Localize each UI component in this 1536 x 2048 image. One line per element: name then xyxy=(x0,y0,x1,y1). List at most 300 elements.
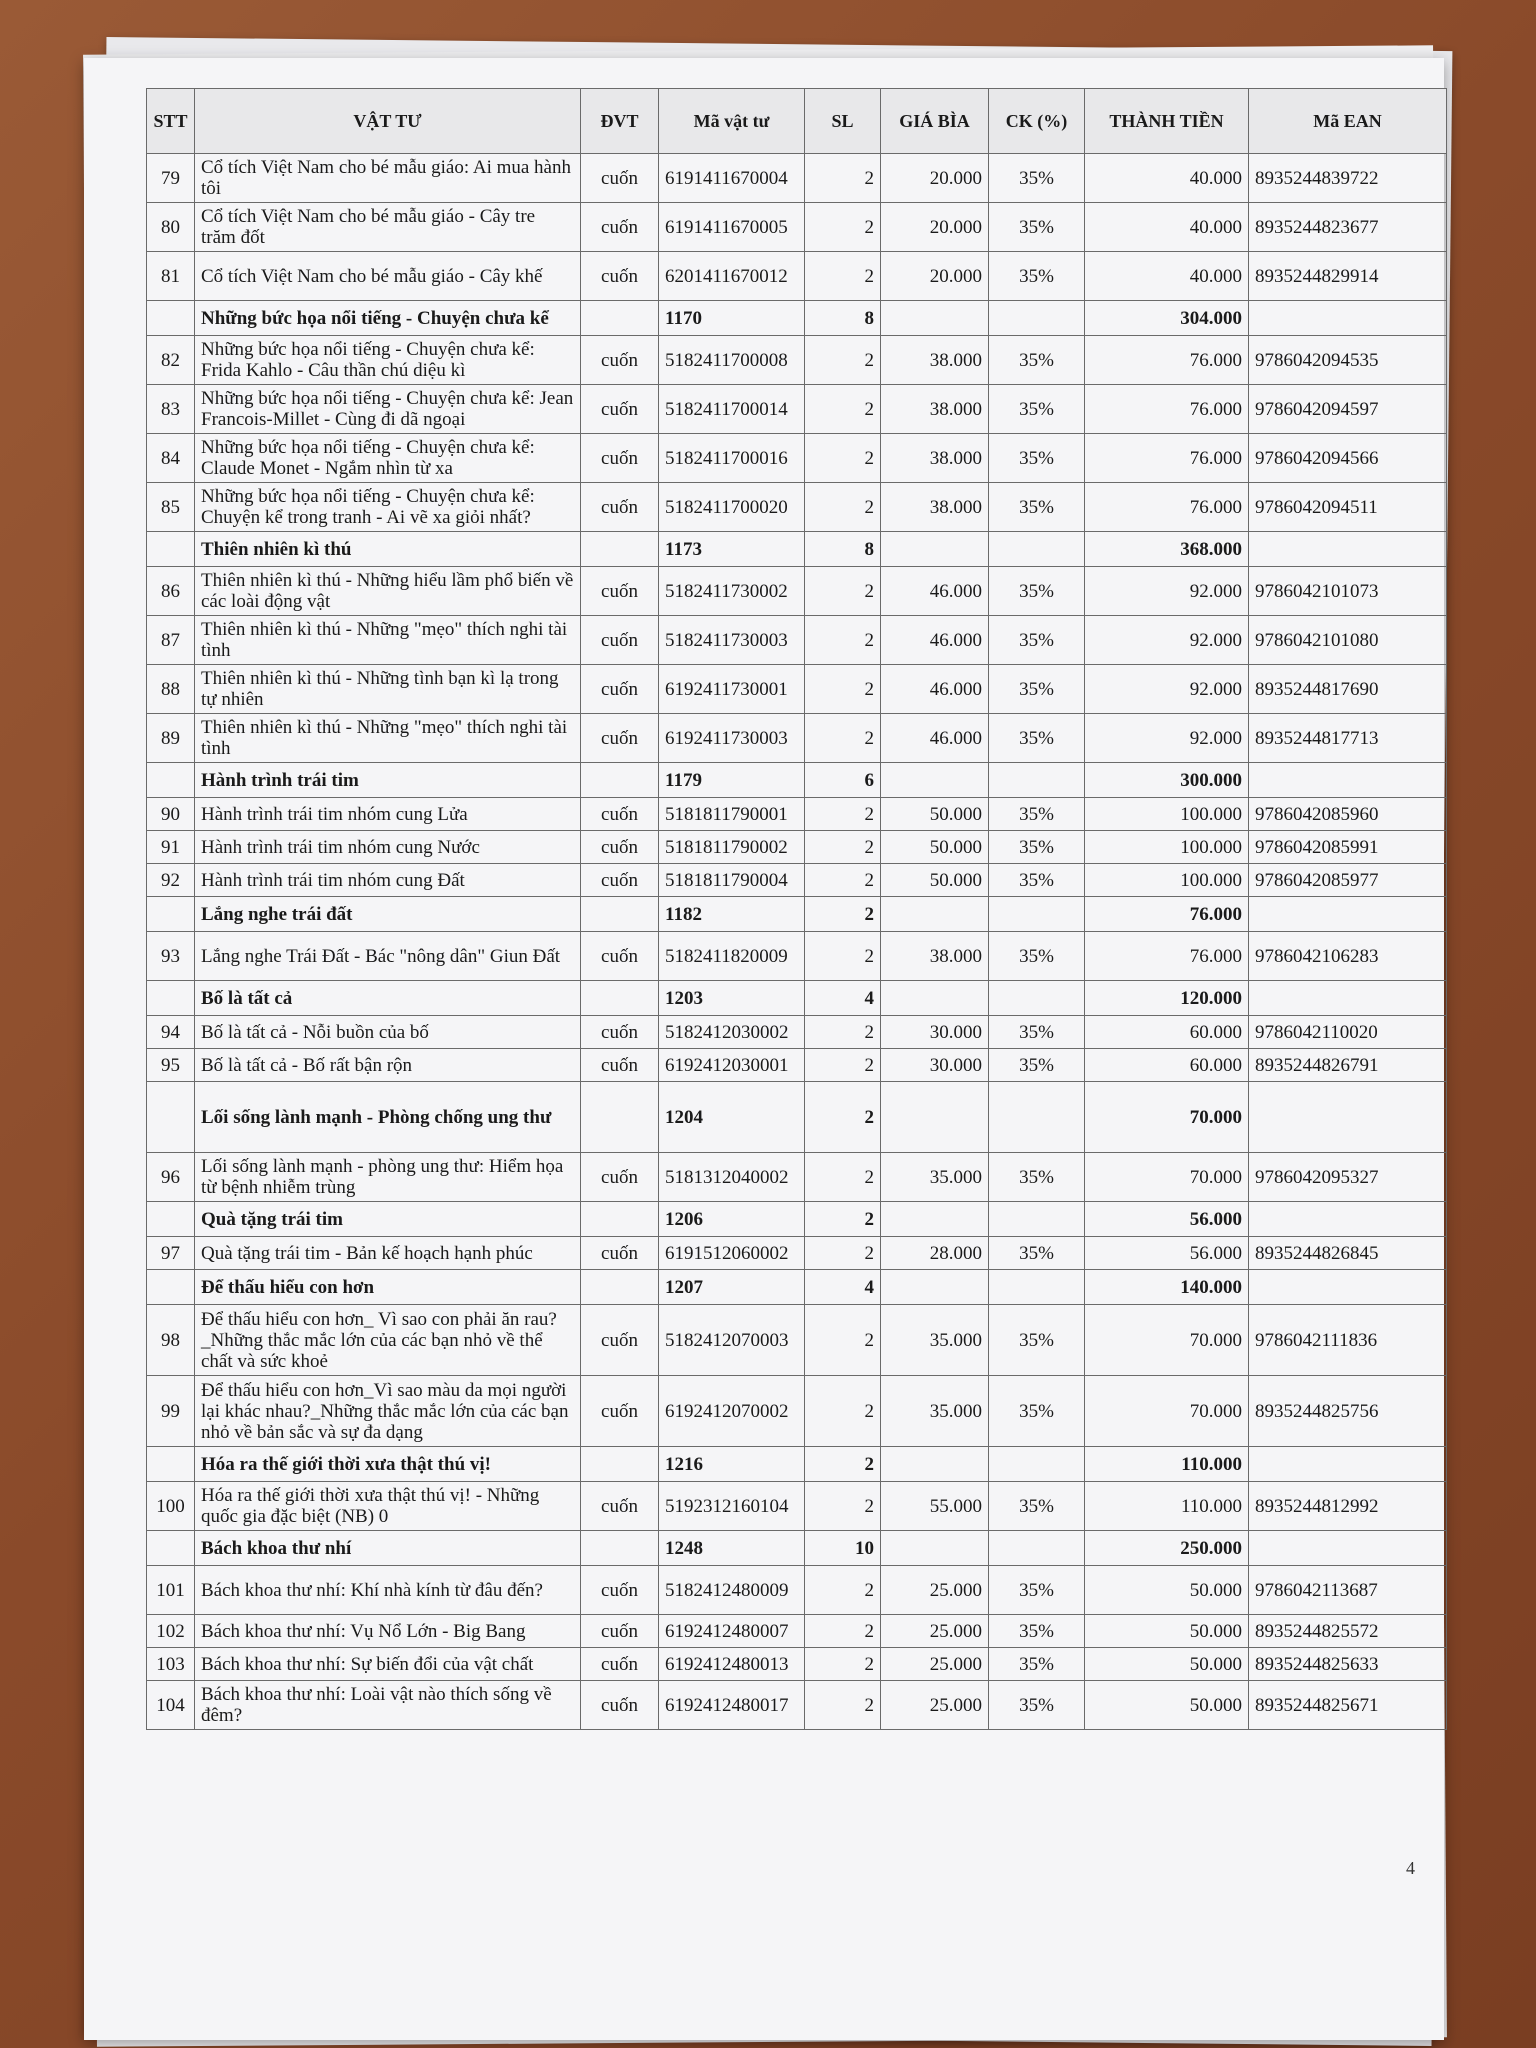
row-sl: 2 xyxy=(805,1153,881,1202)
row-dvt: cuốn xyxy=(581,203,659,252)
group-total: 304.000 xyxy=(1085,301,1249,336)
table-row xyxy=(147,1049,1447,1082)
row-sl: 2 xyxy=(805,385,881,434)
row-code: 5182411700014 xyxy=(659,385,805,434)
row-dvt: cuốn xyxy=(581,434,659,483)
row-ean: 8935244839722 xyxy=(1249,154,1447,203)
table-row xyxy=(147,932,1447,981)
group-ean xyxy=(1249,301,1447,336)
table-row xyxy=(147,1615,1447,1648)
row-ck: 35% xyxy=(989,665,1085,714)
row-ck: 35% xyxy=(989,616,1085,665)
group-ck xyxy=(989,1082,1085,1153)
group-dvt xyxy=(581,532,659,567)
table-row xyxy=(147,567,1447,616)
row-ck: 35% xyxy=(989,385,1085,434)
page-number: 4 xyxy=(1406,1858,1415,1878)
row-name: Hành trình trái tim nhóm cung Lửa xyxy=(195,798,581,831)
row-code: 6192412480007 xyxy=(659,1615,805,1648)
row-total: 60.000 xyxy=(1085,1049,1249,1082)
row-price: 35.000 xyxy=(881,1305,989,1376)
row-ck: 35% xyxy=(989,252,1085,301)
row-name: Bố là tất cả - Nỗi buồn của bố xyxy=(195,1016,581,1049)
row-sl: 2 xyxy=(805,714,881,763)
row-price: 50.000 xyxy=(881,864,989,897)
group-total: 120.000 xyxy=(1085,981,1249,1016)
row-sl: 2 xyxy=(805,1681,881,1730)
row-price: 20.000 xyxy=(881,252,989,301)
row-stt: 84 xyxy=(147,434,195,483)
row-sl: 2 xyxy=(805,483,881,532)
table-row xyxy=(147,336,1447,385)
row-sl: 2 xyxy=(805,1648,881,1681)
header-vat-tu: VẬT TƯ xyxy=(195,89,581,154)
row-code: 6191411670005 xyxy=(659,203,805,252)
group-total: 250.000 xyxy=(1085,1531,1249,1566)
group-stt xyxy=(147,301,195,336)
row-ean: 8935244825671 xyxy=(1249,1681,1447,1730)
row-ean: 8935244817690 xyxy=(1249,665,1447,714)
group-stt xyxy=(147,532,195,567)
row-sl: 2 xyxy=(805,1016,881,1049)
group-dvt xyxy=(581,301,659,336)
group-price xyxy=(881,763,989,798)
group-total: 70.000 xyxy=(1085,1082,1249,1153)
table-row xyxy=(147,864,1447,897)
row-dvt: cuốn xyxy=(581,336,659,385)
group-price xyxy=(881,1202,989,1237)
row-name: Quà tặng trái tim - Bản kế hoạch hạnh phúc xyxy=(195,1237,581,1270)
group-ck xyxy=(989,301,1085,336)
row-sl: 2 xyxy=(805,567,881,616)
row-code: 6201411670012 xyxy=(659,252,805,301)
row-code: 5182411730002 xyxy=(659,567,805,616)
table-header xyxy=(147,89,1447,154)
group-code: 1170 xyxy=(659,301,805,336)
group-stt xyxy=(147,1202,195,1237)
row-sl: 2 xyxy=(805,1482,881,1531)
row-dvt: cuốn xyxy=(581,831,659,864)
row-price: 28.000 xyxy=(881,1237,989,1270)
group-sl: 8 xyxy=(805,532,881,567)
row-ck: 35% xyxy=(989,1049,1085,1082)
group-stt xyxy=(147,1447,195,1482)
row-stt: 102 xyxy=(147,1615,195,1648)
group-ck xyxy=(989,763,1085,798)
row-dvt: cuốn xyxy=(581,714,659,763)
group-code: 1206 xyxy=(659,1202,805,1237)
row-code: 6192412030001 xyxy=(659,1049,805,1082)
table-row xyxy=(147,1016,1447,1049)
row-price: 25.000 xyxy=(881,1566,989,1615)
group-dvt xyxy=(581,1270,659,1305)
header-sl: SL xyxy=(805,89,881,154)
row-ck: 35% xyxy=(989,483,1085,532)
group-row xyxy=(147,1202,1447,1237)
group-sl: 2 xyxy=(805,1447,881,1482)
row-dvt: cuốn xyxy=(581,1482,659,1531)
row-sl: 2 xyxy=(805,336,881,385)
group-code: 1204 xyxy=(659,1082,805,1153)
row-total: 76.000 xyxy=(1085,385,1249,434)
row-total: 70.000 xyxy=(1085,1153,1249,1202)
group-ck xyxy=(989,532,1085,567)
row-sl: 2 xyxy=(805,1305,881,1376)
table-row xyxy=(147,154,1447,203)
group-total: 76.000 xyxy=(1085,897,1249,932)
row-dvt: cuốn xyxy=(581,1237,659,1270)
row-ean: 9786042101073 xyxy=(1249,567,1447,616)
row-ck: 35% xyxy=(989,336,1085,385)
row-stt: 101 xyxy=(147,1566,195,1615)
table-row xyxy=(147,385,1447,434)
row-name: Thiên nhiên kì thú - Những "mẹo" thích nghi tài tình xyxy=(195,616,581,665)
row-total: 76.000 xyxy=(1085,336,1249,385)
row-ean: 9786042094597 xyxy=(1249,385,1447,434)
group-sl: 2 xyxy=(805,1202,881,1237)
row-ean: 9786042113687 xyxy=(1249,1566,1447,1615)
row-name: Lắng nghe Trái Đất - Bác "nông dân" Giun Đất xyxy=(195,932,581,981)
row-dvt: cuốn xyxy=(581,798,659,831)
header-ck: CK (%) xyxy=(989,89,1085,154)
group-price xyxy=(881,1082,989,1153)
group-ck xyxy=(989,981,1085,1016)
row-ean: 8935244812992 xyxy=(1249,1482,1447,1531)
row-ck: 35% xyxy=(989,434,1085,483)
row-total: 100.000 xyxy=(1085,798,1249,831)
table-row xyxy=(147,1648,1447,1681)
row-price: 50.000 xyxy=(881,831,989,864)
row-sl: 2 xyxy=(805,932,881,981)
table-row xyxy=(147,1566,1447,1615)
group-dvt xyxy=(581,763,659,798)
group-ean xyxy=(1249,1082,1447,1153)
row-code: 5181811790002 xyxy=(659,831,805,864)
group-ean xyxy=(1249,1202,1447,1237)
row-name: Thiên nhiên kì thú - Những tình bạn kì lạ trong tự nhiên xyxy=(195,665,581,714)
row-dvt: cuốn xyxy=(581,567,659,616)
row-price: 50.000 xyxy=(881,798,989,831)
group-ck xyxy=(989,1531,1085,1566)
group-code: 1203 xyxy=(659,981,805,1016)
row-price: 25.000 xyxy=(881,1681,989,1730)
row-sl: 2 xyxy=(805,831,881,864)
header-ma-ean: Mã EAN xyxy=(1249,89,1447,154)
group-dvt xyxy=(581,1082,659,1153)
table-row xyxy=(147,434,1447,483)
row-name: Để thấu hiểu con hơn_ Vì sao con phải ăn rau?_Những thắc mắc lớn của các bạn nhỏ về thể chất và sức khoẻ xyxy=(195,1305,581,1376)
row-stt: 80 xyxy=(147,203,195,252)
row-code: 6191512060002 xyxy=(659,1237,805,1270)
row-code: 6191411670004 xyxy=(659,154,805,203)
table-row xyxy=(147,1681,1447,1730)
group-name: Lắng nghe trái đất xyxy=(195,897,581,932)
group-stt xyxy=(147,763,195,798)
group-name: Hành trình trái tim xyxy=(195,763,581,798)
row-sl: 2 xyxy=(805,616,881,665)
group-row xyxy=(147,897,1447,932)
row-stt: 99 xyxy=(147,1376,195,1447)
table-row xyxy=(147,1153,1447,1202)
group-stt xyxy=(147,897,195,932)
row-code: 5182411700020 xyxy=(659,483,805,532)
row-name: Để thấu hiểu con hơn_Vì sao màu da mọi người lại khác nhau?_Những thắc mắc lớn của các bạn nhỏ về bản sắc và sự đa dạng xyxy=(195,1376,581,1447)
row-ck: 35% xyxy=(989,1648,1085,1681)
row-stt: 92 xyxy=(147,864,195,897)
row-price: 20.000 xyxy=(881,203,989,252)
row-price: 46.000 xyxy=(881,616,989,665)
row-dvt: cuốn xyxy=(581,385,659,434)
row-sl: 2 xyxy=(805,434,881,483)
row-code: 6192411730003 xyxy=(659,714,805,763)
group-row xyxy=(147,532,1447,567)
group-name: Những bức họa nổi tiếng - Chuyện chưa kể xyxy=(195,301,581,336)
row-total: 92.000 xyxy=(1085,714,1249,763)
row-code: 5181811790001 xyxy=(659,798,805,831)
row-name: Hóa ra thế giới thời xưa thật thú vị! - Những quốc gia đặc biệt (NB) 0 xyxy=(195,1482,581,1531)
row-ean: 9786042095327 xyxy=(1249,1153,1447,1202)
group-total: 300.000 xyxy=(1085,763,1249,798)
group-ean xyxy=(1249,1531,1447,1566)
row-stt: 96 xyxy=(147,1153,195,1202)
group-ean xyxy=(1249,532,1447,567)
table-row xyxy=(147,665,1447,714)
row-total: 50.000 xyxy=(1085,1648,1249,1681)
row-name: Những bức họa nổi tiếng - Chuyện chưa kể: Claude Monet - Ngắm nhìn từ xa xyxy=(195,434,581,483)
row-ck: 35% xyxy=(989,831,1085,864)
row-ean: 9786042094511 xyxy=(1249,483,1447,532)
row-ean: 9786042106283 xyxy=(1249,932,1447,981)
group-row xyxy=(147,301,1447,336)
row-dvt: cuốn xyxy=(581,1049,659,1082)
row-stt: 87 xyxy=(147,616,195,665)
row-name: Thiên nhiên kì thú - Những "mẹo" thích nghi tài tình xyxy=(195,714,581,763)
row-code: 5182412480009 xyxy=(659,1566,805,1615)
row-stt: 79 xyxy=(147,154,195,203)
table-row xyxy=(147,1376,1447,1447)
group-total: 110.000 xyxy=(1085,1447,1249,1482)
row-name: Bách khoa thư nhí: Vụ Nổ Lớn - Big Bang xyxy=(195,1615,581,1648)
row-stt: 90 xyxy=(147,798,195,831)
row-code: 6192411730001 xyxy=(659,665,805,714)
row-stt: 88 xyxy=(147,665,195,714)
row-stt: 91 xyxy=(147,831,195,864)
group-row xyxy=(147,1531,1447,1566)
table-row xyxy=(147,203,1447,252)
row-dvt: cuốn xyxy=(581,1681,659,1730)
row-dvt: cuốn xyxy=(581,665,659,714)
group-sl: 4 xyxy=(805,1270,881,1305)
group-stt xyxy=(147,1270,195,1305)
row-total: 40.000 xyxy=(1085,203,1249,252)
group-ean xyxy=(1249,897,1447,932)
group-ean xyxy=(1249,1270,1447,1305)
row-ck: 35% xyxy=(989,864,1085,897)
group-total: 368.000 xyxy=(1085,532,1249,567)
group-name: Hóa ra thế giới thời xưa thật thú vị! xyxy=(195,1447,581,1482)
group-dvt xyxy=(581,1531,659,1566)
group-row xyxy=(147,1447,1447,1482)
row-price: 38.000 xyxy=(881,483,989,532)
row-total: 56.000 xyxy=(1085,1237,1249,1270)
group-sl: 4 xyxy=(805,981,881,1016)
row-total: 40.000 xyxy=(1085,252,1249,301)
row-total: 70.000 xyxy=(1085,1376,1249,1447)
row-total: 92.000 xyxy=(1085,616,1249,665)
row-code: 5182411730003 xyxy=(659,616,805,665)
group-code: 1179 xyxy=(659,763,805,798)
group-price xyxy=(881,897,989,932)
row-total: 100.000 xyxy=(1085,831,1249,864)
group-sl: 2 xyxy=(805,897,881,932)
table-row xyxy=(147,1305,1447,1376)
row-ean: 8935244825572 xyxy=(1249,1615,1447,1648)
table-row xyxy=(147,1237,1447,1270)
row-sl: 2 xyxy=(805,798,881,831)
row-stt: 85 xyxy=(147,483,195,532)
row-ck: 35% xyxy=(989,1376,1085,1447)
group-row xyxy=(147,981,1447,1016)
row-price: 25.000 xyxy=(881,1615,989,1648)
row-total: 50.000 xyxy=(1085,1615,1249,1648)
group-name: Bố là tất cả xyxy=(195,981,581,1016)
row-ean: 8935244826845 xyxy=(1249,1237,1447,1270)
row-total: 70.000 xyxy=(1085,1305,1249,1376)
row-stt: 100 xyxy=(147,1482,195,1531)
row-ck: 35% xyxy=(989,798,1085,831)
row-ck: 35% xyxy=(989,1016,1085,1049)
row-stt: 95 xyxy=(147,1049,195,1082)
row-price: 35.000 xyxy=(881,1376,989,1447)
row-sl: 2 xyxy=(805,1615,881,1648)
group-name: Để thấu hiểu con hơn xyxy=(195,1270,581,1305)
group-price xyxy=(881,1447,989,1482)
group-stt xyxy=(147,1531,195,1566)
row-ck: 35% xyxy=(989,932,1085,981)
row-ck: 35% xyxy=(989,1482,1085,1531)
row-price: 25.000 xyxy=(881,1648,989,1681)
row-total: 50.000 xyxy=(1085,1566,1249,1615)
row-total: 40.000 xyxy=(1085,154,1249,203)
group-sl: 6 xyxy=(805,763,881,798)
row-price: 20.000 xyxy=(881,154,989,203)
row-sl: 2 xyxy=(805,252,881,301)
row-dvt: cuốn xyxy=(581,1153,659,1202)
row-total: 76.000 xyxy=(1085,932,1249,981)
group-ean xyxy=(1249,981,1447,1016)
row-code: 5181312040002 xyxy=(659,1153,805,1202)
group-ck xyxy=(989,1270,1085,1305)
group-price xyxy=(881,532,989,567)
group-code: 1182 xyxy=(659,897,805,932)
row-stt: 104 xyxy=(147,1681,195,1730)
group-code: 1248 xyxy=(659,1531,805,1566)
group-price xyxy=(881,981,989,1016)
row-total: 100.000 xyxy=(1085,864,1249,897)
row-sl: 2 xyxy=(805,1566,881,1615)
row-name: Những bức họa nổi tiếng - Chuyện chưa kể: Frida Kahlo - Câu thần chú diệu kì xyxy=(195,336,581,385)
row-ck: 35% xyxy=(989,1153,1085,1202)
document-page xyxy=(84,58,1444,2040)
row-price: 38.000 xyxy=(881,385,989,434)
group-total: 140.000 xyxy=(1085,1270,1249,1305)
row-total: 92.000 xyxy=(1085,665,1249,714)
group-sl: 10 xyxy=(805,1531,881,1566)
row-code: 6192412480013 xyxy=(659,1648,805,1681)
row-dvt: cuốn xyxy=(581,154,659,203)
table-row xyxy=(147,483,1447,532)
header-gia-bia: GIÁ BÌA xyxy=(881,89,989,154)
row-sl: 2 xyxy=(805,1049,881,1082)
group-row xyxy=(147,1270,1447,1305)
row-dvt: cuốn xyxy=(581,1016,659,1049)
group-ck xyxy=(989,1202,1085,1237)
row-total: 50.000 xyxy=(1085,1681,1249,1730)
row-ean: 9786042094535 xyxy=(1249,336,1447,385)
row-dvt: cuốn xyxy=(581,1305,659,1376)
row-sl: 2 xyxy=(805,154,881,203)
row-name: Những bức họa nổi tiếng - Chuyện chưa kể: Jean Francois-Millet - Cùng đi dã ngoại xyxy=(195,385,581,434)
group-price xyxy=(881,301,989,336)
row-ean: 9786042101080 xyxy=(1249,616,1447,665)
row-ean: 8935244826791 xyxy=(1249,1049,1447,1082)
row-total: 92.000 xyxy=(1085,567,1249,616)
row-dvt: cuốn xyxy=(581,616,659,665)
row-price: 30.000 xyxy=(881,1016,989,1049)
table-body xyxy=(147,154,1447,1730)
row-total: 60.000 xyxy=(1085,1016,1249,1049)
row-price: 38.000 xyxy=(881,434,989,483)
row-name: Thiên nhiên kì thú - Những hiểu lầm phổ biến về các loài động vật xyxy=(195,567,581,616)
row-stt: 83 xyxy=(147,385,195,434)
row-name: Bố là tất cả - Bố rất bận rộn xyxy=(195,1049,581,1082)
row-name: Cổ tích Việt Nam cho bé mẫu giáo - Cây tre trăm đốt xyxy=(195,203,581,252)
row-price: 46.000 xyxy=(881,567,989,616)
row-ean: 8935244825756 xyxy=(1249,1376,1447,1447)
row-ean: 9786042085960 xyxy=(1249,798,1447,831)
group-ck xyxy=(989,897,1085,932)
row-stt: 81 xyxy=(147,252,195,301)
group-code: 1173 xyxy=(659,532,805,567)
row-sl: 2 xyxy=(805,203,881,252)
group-stt xyxy=(147,981,195,1016)
table-row xyxy=(147,714,1447,763)
row-name: Cổ tích Việt Nam cho bé mẫu giáo - Cây khế xyxy=(195,252,581,301)
row-ck: 35% xyxy=(989,1566,1085,1615)
row-ck: 35% xyxy=(989,1615,1085,1648)
group-sl: 8 xyxy=(805,301,881,336)
row-stt: 97 xyxy=(147,1237,195,1270)
row-code: 5182411700016 xyxy=(659,434,805,483)
row-ean: 8935244825633 xyxy=(1249,1648,1447,1681)
row-ck: 35% xyxy=(989,714,1085,763)
row-ean: 9786042085991 xyxy=(1249,831,1447,864)
row-code: 5182412070003 xyxy=(659,1305,805,1376)
row-dvt: cuốn xyxy=(581,932,659,981)
table-row xyxy=(147,616,1447,665)
row-name: Những bức họa nổi tiếng - Chuyện chưa kể: Chuyện kể trong tranh - Ai vẽ xa giỏi nhất? xyxy=(195,483,581,532)
row-price: 46.000 xyxy=(881,665,989,714)
row-dvt: cuốn xyxy=(581,483,659,532)
row-ean: 9786042094566 xyxy=(1249,434,1447,483)
row-code: 5182411820009 xyxy=(659,932,805,981)
row-ck: 35% xyxy=(989,1305,1085,1376)
table-row xyxy=(147,252,1447,301)
row-dvt: cuốn xyxy=(581,864,659,897)
row-price: 35.000 xyxy=(881,1153,989,1202)
row-price: 46.000 xyxy=(881,714,989,763)
group-price xyxy=(881,1270,989,1305)
